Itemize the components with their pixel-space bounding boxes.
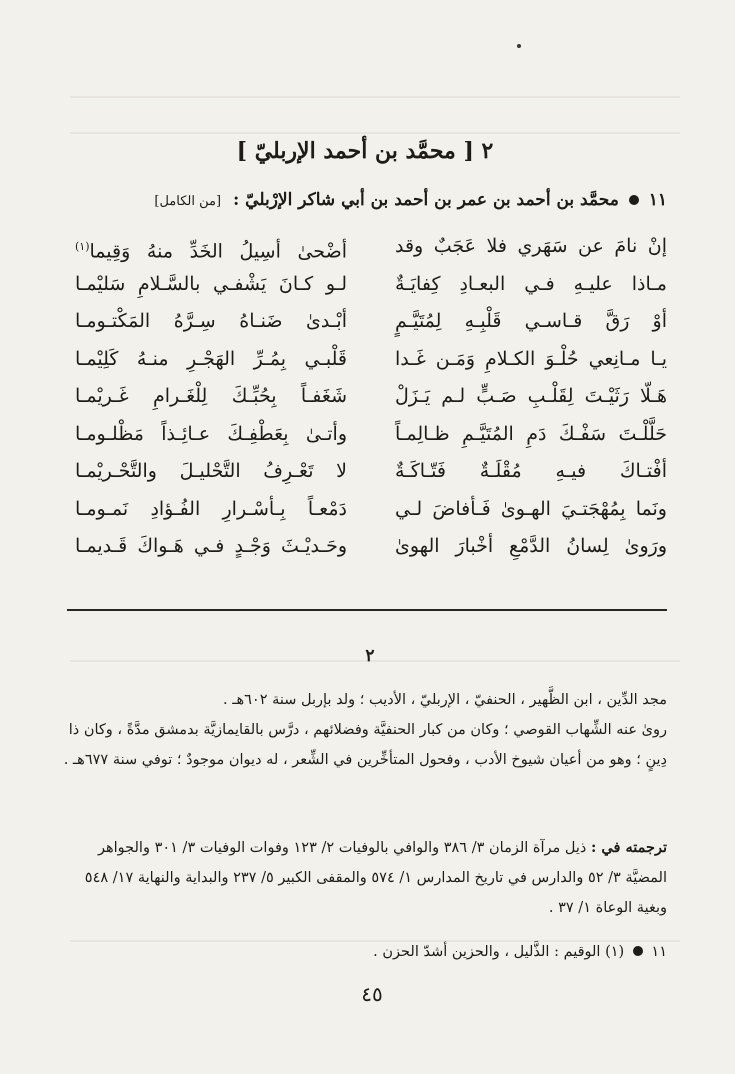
sources-paragraph [62,833,667,923]
poem [67,228,667,566]
first-hemistich: ورَوىٰ لِسانُ الدَّمْعِ أخْبارَ الهوىٰ [395,535,667,557]
second-hemistich: لـو كـانَ يَشْفـي بالسَّـلامِ سَليْمـا [75,272,347,295]
second-hemistich: وأتـىٰ بِعَطْفِـكَ عـائِـذاً مَظْلـومـا [75,422,347,445]
verse-line [67,528,667,566]
verse-line [67,266,667,304]
biography-paragraph: رویٰ عنه الشِّهاب القوصي ؛ وكان من كبار الحنفيَّة وفضلائهم ، درَّس بالقايمازيَّة بدمشق مدَّةً ، وكان ذا دِينٍ ؛ وهو من أعيان شيوخ الأدب ، وفحول المتأخِّرين في الشِّعر ، له ديوان موجودٌ ؛ توفي سنة ٦٧٧هـ . [63,722,667,768]
second-hemistich: شَغَفـاً بِحُبِّـكَ لِلْغَـرامِ غَـريْمـا [75,385,347,407]
gloss-number: ١١ [651,944,667,960]
verse-line [67,341,667,379]
first-hemistich: مـاذا عليـهِ فـي البعـادِ كِفايَـةٌ [395,272,667,295]
gloss-paragraph [62,937,667,967]
entry-heading [67,190,667,210]
second-hemistich [75,228,347,271]
bleed-through-line [70,132,680,134]
meter-label: [من الكامل] [154,194,222,209]
entry-number: ١١ [648,190,667,210]
biography-note [62,685,667,775]
section-title: ٢ [ محمَّد بن أحمد الإربليّ ] [236,138,494,164]
biography-paragraph: مجد الدِّين ، ابن الظَّهير ، الحنفيّ ، الإربليّ ، الأديب ؛ ولد بإربل سنة ٦٠٢هـ . [223,692,667,708]
first-hemistich: إنْ نامَ عن سَهَري فلا عَجَبٌ وقد [395,235,667,257]
gloss-text: (١) الوقيم : الذَّليل ، والحزين أشدّ الحزن . [373,944,625,960]
top-dot-mark [517,44,521,48]
second-hemistich: وحَـديْـثَ وَجْـدٍ فـي هَـواكَ قَـديمـا [75,535,347,557]
second-hemistich: أبْـدىٰ ضَنـاهُ سِـرَّهُ المَكْتـومـا [75,310,347,332]
second-hemistich: دَمْعـاً بِـأسْـرارِ الفُـؤادِ نَمـومـا [75,497,347,520]
verse-line [67,228,667,266]
entry-name: محمَّد بن أحمد بن عمر بن أحمد بن أبي شاكر الإرْبليّ : [232,190,619,210]
first-hemistich: أفْتـاكَ فيـهِ مُقْلَـةٌ فَتّـاكَـةٌ [395,460,667,482]
verse-line [67,378,667,416]
verse-line [67,491,667,529]
verse-line [67,303,667,341]
sources-label: ترجمته في : [591,839,667,856]
second-hemistich: قَلْبـي بِمُـرِّ الهَجْـرِ منـهُ كَلِيْمـا [75,347,347,370]
verse-line [67,453,667,491]
footnote-divider [67,609,667,611]
second-hemistich: لا تَعْـرِفُ التَّحْليـلَ والتَّحْـريْمـا [75,460,347,482]
verse-line [67,416,667,454]
first-hemistich: يـا مـانِعي حُلْـوَ الكـلامِ وَمَـن غَـدا [395,347,667,370]
page-number: ٤٥ [361,982,383,1006]
gloss-note [62,937,667,967]
first-hemistich: حَلَّلْـتَ سَفْـكَ دَمِ المُتَيَّـمِ ظـالِمـاً [395,422,667,445]
sources-text: ذيل مرآة الزمان ٣/ ٣٨٦ والوافي بالوفيات ٢/ ١٢٣ وفوات الوفيات ٣/ ٣٠١ والجواهر المضيَّة ٣/ ٥٢ والدارس في تاريخ المدارس ١/ ٥٧٤ والمقفى الكبير ٥/ ٢٣٧ والبداية والنهاية ١٧/ ٥٤٨ وبغية الوعاة ١/ ٣٧ . [84,840,667,916]
bullet-icon [629,195,639,205]
first-hemistich: أوْ رَقَّ قـاسـي قَلْبِـهِ لِمُتَيَّـمٍ [395,310,667,332]
bleed-through-line [70,96,680,98]
bullet-icon [633,946,643,956]
sources-note [62,833,667,923]
first-hemistich: هَـلّا رَثَيْـتَ لِقَلْـبِ صَـبٍّ لـم يَـزَلْ [395,385,667,407]
second-hemistich-text: أضْحىٰ أسِيلُ الخَدِّ منهُ وَقِيما [89,240,347,263]
footnote-marker: (١) [75,240,90,253]
first-hemistich: ونَما بِمُهْجَتـيَ الهـوىٰ فَـأفاضَ لـي [395,497,667,520]
footnote-section-number: ٢ [365,646,375,666]
